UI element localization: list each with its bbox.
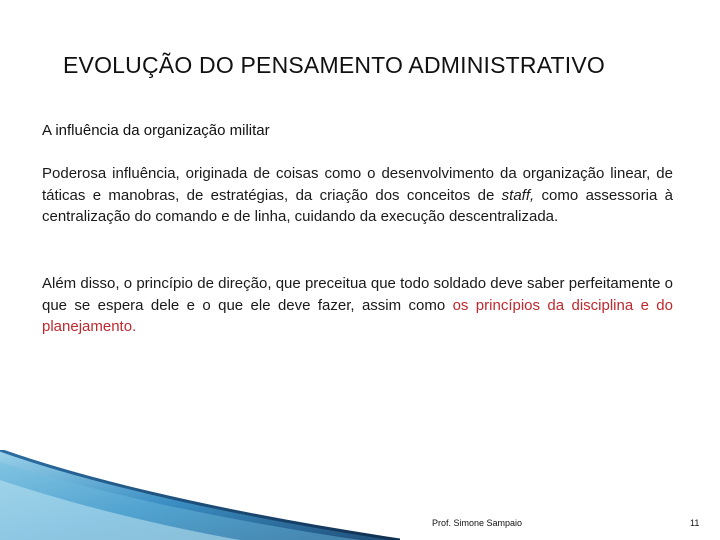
paragraph1-staff-term: staff, (501, 186, 535, 204)
paragraph2-highlight: os princípios da disciplina e do planejamento. (42, 296, 673, 335)
slide-title: EVOLUÇÃO DO PENSAMENTO ADMINISTRATIVO (63, 52, 606, 78)
decorative-wave (0, 450, 400, 540)
slide-subtitle: A influência da organização militar (42, 122, 270, 139)
page-number: 11 (690, 518, 700, 528)
footer-author: Prof. Simone Sampaio (432, 518, 523, 528)
paragraph1-text: Poderosa influência, originada de coisas como o desenvolvimento da organização linear, de táticas e manobras, de estratégias, da criação dos conceitos de (42, 165, 673, 204)
paragraph-direction-principle (42, 273, 673, 338)
paragraph1-text-end: como assessoria à centralização do comando e de linha, cuidando da execução descentralizada. (42, 186, 673, 225)
paragraph2-text: Além disso, o princípio de direção, que preceitua que todo soldado deve saber perfeitamente o que se espera dele e o que ele deve fazer, assim como (42, 275, 673, 314)
paragraph-military-influence (42, 163, 673, 228)
